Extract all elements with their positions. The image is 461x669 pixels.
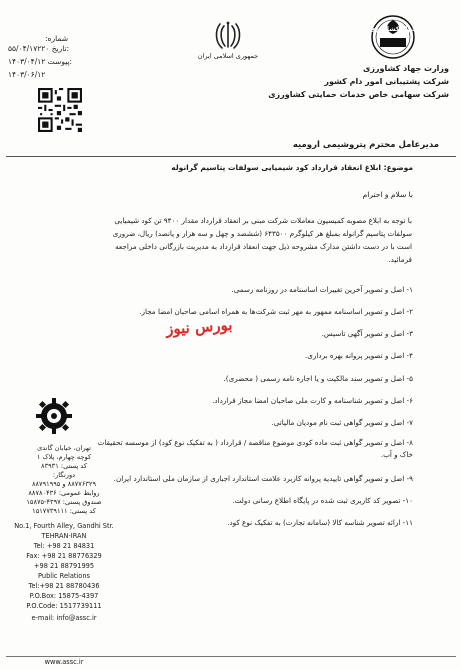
public-relations-en: Public Relations (38, 572, 90, 580)
requirement-item-10: ۱۰- تصویر کد کاربری ثبت شده در پایگاه اطلاع رسانی دولت. (232, 496, 413, 505)
address-line-1: تهران، خیابان گاندی (37, 444, 91, 452)
po-code-en: P.O.Code: 1517739111 (26, 602, 102, 610)
public-relations-fa: روابط عمومی: ۸۸۷۸۰۴۳۶ (28, 489, 100, 497)
ref-number: ۵۵/۰۴/۱۷۲۲۰ (8, 44, 50, 53)
attachment-row (8, 70, 45, 79)
postal-code: کد پستی: ۸۳۹۳۱ (41, 462, 87, 470)
addressee: مدیرعامل محترم پتروشیمی ارومیه (292, 140, 439, 150)
requirement-item-7: ۷- اصل و تصویر گواهی ثبت نام مودیان مالیاتی. (271, 418, 413, 427)
company-gear-logo (34, 396, 74, 436)
requirement-item-8: ۸- اصل و تصویر گواهی ثبت ماده کودی موضوع مناقصه / قرارداد ( به تفکیک نوع کود) از موسسه تحقیقات خاک و آب. (97, 438, 413, 459)
fax-en: Fax: +98 21 88776329 (26, 552, 102, 560)
republic-title: جمهوری اسلامی ایران (197, 52, 259, 60)
date-label: تاریخ: (51, 44, 70, 53)
requirement-item-3: ۳- اصل و تصویر آگهی تاسیس. (321, 329, 413, 338)
qr-code-icon (38, 88, 82, 132)
requirement-item-5: ۵- اصل و تصویر سند مالکیت و یا اجاره نامه رسمی ( محضری). (223, 374, 413, 383)
requirement-item-4: ۴- اصل و تصویر پروانه بهره برداری. (305, 351, 413, 360)
ref-number-row (8, 34, 68, 43)
date-value-row (8, 57, 72, 66)
logo-text: جهاد کشاورزی (369, 25, 417, 33)
requirement-item-11: ۱۱- ارائه تصویر شناسه کالا (سامانه تجارت) به تفکیک نوع کود. (227, 518, 413, 527)
requirement-item-6: ۶- اصل و تصویر شناسنامه و کارت ملی صاحبان امضا مجاز قرارداد. (212, 396, 413, 405)
header-divider (6, 156, 456, 157)
ref-number-label: شماره: (45, 34, 68, 43)
letter-intro-paragraph: با توجه به ابلاغ مصوبه کمیسیون معاملات شرکت مبنی بر انعقاد قرارداد مقدار ۹۴۰۰ تن کود شیمیایی سولفات پتاسیم گرانوله بمبلغ هر کیلوگرم ۶۴۳۵۰۰ (ششصد و چهل و سه هزار و پانصد) ریال، ضروری است با در دست داشتن مدارک مشروحه ذیل جهت انعقاد قرارداد به مدیریت بازرگانی داخلی مراجعه فرمائید. (112, 216, 412, 264)
website-link[interactable]: www.assc.ir (44, 658, 84, 666)
phone-numbers: ۸۸۷۷۶۳۲۹ و ۸۸۷۹۱۹۹۵ (31, 480, 97, 488)
tel-en: Tel: +98 21 84831 (33, 542, 95, 550)
po-box-en: P.O.Box: 15875-4397 (29, 592, 99, 600)
date-value: ۱۴۰۳/۰۴/۱۲ (8, 57, 46, 66)
jahad-keshavarzi-logo (370, 14, 416, 60)
fax-en-2: +98 21 88791995 (33, 562, 95, 570)
watermark-logo: بورس نیوز (165, 315, 233, 339)
address-en-2: TEHRAN-IRAN (41, 532, 87, 540)
company-name-line2: شرکت سهامی خاص خدمات حمایتی کشاورزی (268, 90, 449, 99)
iran-emblem-icon (214, 20, 242, 50)
attachment-value: ۱۴۰۳/۰۶/۱۲ (8, 70, 46, 79)
requirement-item-2: ۲- اصل و تصویر اساسنامه ممهور به مهر ثبت شرکت‌ها به همراه اسامی صاحبان امضا مجاز. (139, 307, 413, 316)
footer-divider (6, 656, 456, 657)
letter-subject: موضوع: ابلاغ انعقاد قرارداد کود شیمیایی سولفات پتاسیم گرانوله (171, 163, 413, 172)
company-name-line1: شرکت پشتیبانی امور دام کشور (324, 77, 449, 86)
date-row (8, 44, 69, 53)
public-relations-tel: Tel:+98 21 88780436 (28, 582, 100, 590)
ministry-name: وزارت جهاد کشاورزی (362, 64, 449, 73)
po-box-fa: صندوق پستی: ۴۳۹۷-۱۵۸۷۵ (26, 498, 102, 506)
requirement-item-9: ۹- اصل و تصویر گواهی تاییدیه پروانه کاربرد علامت استاندارد اجباری از سازمان ملی استاندارد ایران. (113, 474, 413, 483)
postcode-fa: کد پستی: ۱۵۱۷۷۳۹۱۱۱ (32, 507, 96, 515)
letter-greeting: با سلام و احترام (362, 190, 413, 199)
address-line-2: کوچه چهارم، پلاک ۱ (36, 453, 92, 461)
address-en-1: No.1, Fourth Alley, Gandhi Str. (14, 522, 114, 530)
requirement-item-1: ۱- اصل و تصویر آخرین تغییرات اساسنامه در روزنامه رسمی. (231, 285, 413, 294)
email-en: e-mail: info@assc.ir (31, 614, 97, 622)
attachment-label: پیوست: (47, 57, 73, 66)
phones-label: دورنگار: (52, 471, 76, 479)
